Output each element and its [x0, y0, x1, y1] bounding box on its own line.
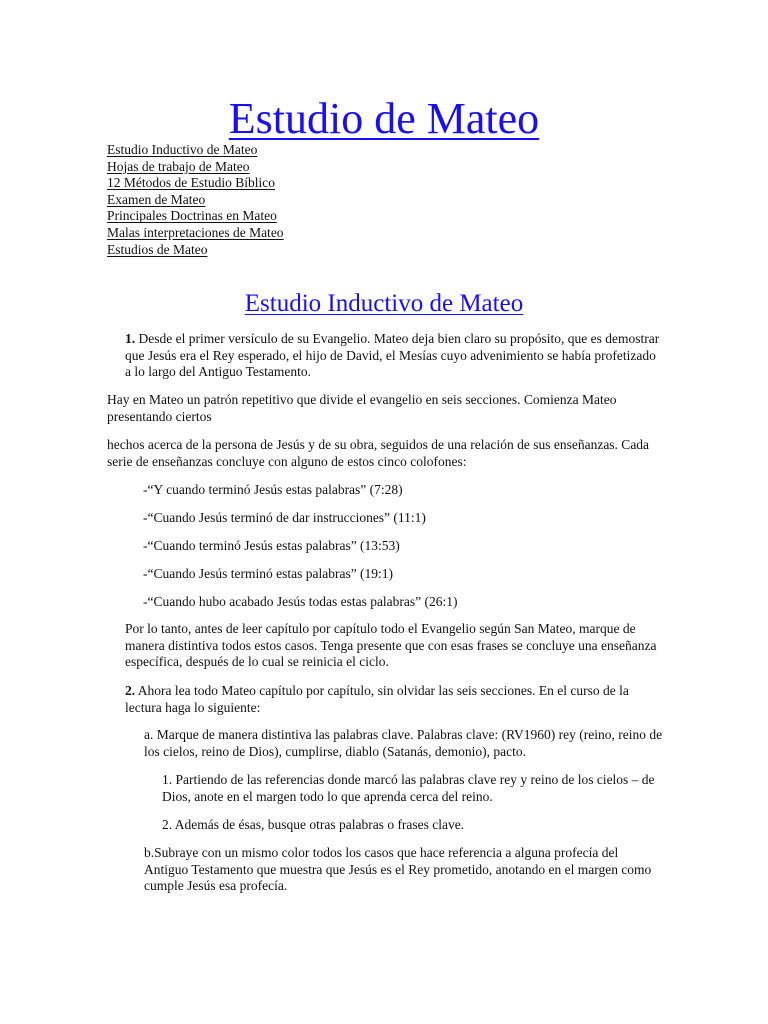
toc-link-principales-doctrinas[interactable]: Principales Doctrinas en Mateo [107, 208, 277, 224]
paragraph-2: Hay en Mateo un patrón repetitivo que divide el evangelio en seis secciones. Comienza Mateo presentando ciertos [107, 392, 617, 424]
toc-link-examen[interactable]: Examen de Mateo [107, 191, 206, 207]
colophon-item: -“Cuando terminó Jesús estas palabras” (13:53) [143, 538, 400, 553]
colophon-item: -“Cuando hubo acabado Jesús todas estas palabras” (26:1) [143, 594, 458, 609]
toc-link-metodos-de-estudio[interactable]: 12 Métodos de Estudio Bíblico [107, 175, 275, 191]
paragraph-1 [125, 331, 665, 381]
page-title: Estudio de Mateo [228, 94, 540, 143]
paragraph-5 [125, 683, 665, 716]
paragraph-3: hechos acerca de la persona de Jesús y de su obra, seguidos de una relación de sus enseñanzas. Cada serie de enseñanzas concluye con alguno de estos cinco colofones: [107, 437, 650, 469]
item-a-2: 2. Además de ésas, busque otras palabras o frases clave. [162, 817, 465, 832]
paragraph-5-text: Ahora lea todo Mateo capítulo por capítulo, sin olvidar las seis secciones. En el curso de la lectura haga lo siguiente: [125, 683, 629, 715]
paragraph-1-number: 1. [125, 331, 136, 346]
colophon-item: -“Y cuando terminó Jesús estas palabras” (7:28) [143, 482, 403, 497]
item-a: a. Marque de manera distintiva las palabras clave. Palabras clave: (RV1960) rey (reino, reino de los cielos, reino de Dios), cumplirse, diablo (Satanás, demonio), pacto. [144, 727, 663, 759]
paragraph-1-text: Desde el primer versículo de su Evangelio. Mateo deja bien claro su propósito, que es demostrar que Jesús era el Rey esperado, el hijo de David, el Mesías cuyo advenimiento se había profetizado a lo largo del Antiguo Testamento. [125, 331, 660, 380]
toc-link-estudios[interactable]: Estudios de Mateo [107, 241, 208, 257]
paragraph-4: Por lo tanto, antes de leer capítulo por capítulo todo el Evangelio según San Mateo, marque de manera distintiva todos estos casos. Tenga presente que con esas frases se concluye una enseñanza específica, después de lo cual se reinicia el ciclo. [125, 621, 657, 670]
toc-link-estudio-inductivo[interactable]: Estudio Inductivo de Mateo [107, 142, 258, 157]
toc-link-hojas-de-trabajo[interactable]: Hojas de trabajo de Mateo [107, 158, 250, 174]
table-of-contents [107, 142, 284, 258]
colophon-item: -“Cuando Jesús terminó estas palabras” (19:1) [143, 566, 394, 581]
paragraph-5-number: 2. [125, 683, 136, 698]
item-b: b.Subraye con un mismo color todos los casos que hace referencia a alguna profecía del Antiguo Testamento que muestra que Jesús es el Rey prometido, anotando en el margen como cumple Jesús esa profecía. [144, 845, 652, 894]
item-a-1: 1. Partiendo de las referencias donde marcó las palabras clave rey y reino de los cielos – de Dios, anote en el margen todo lo que aprenda cerca del reino. [162, 772, 655, 804]
section-title: Estudio Inductivo de Mateo [244, 290, 524, 317]
colophon-item: -“Cuando Jesús terminó de dar instrucciones” (11:1) [143, 510, 426, 525]
toc-link-malas-interpretaciones[interactable]: Malas interpretaciones de Mateo [107, 224, 284, 240]
